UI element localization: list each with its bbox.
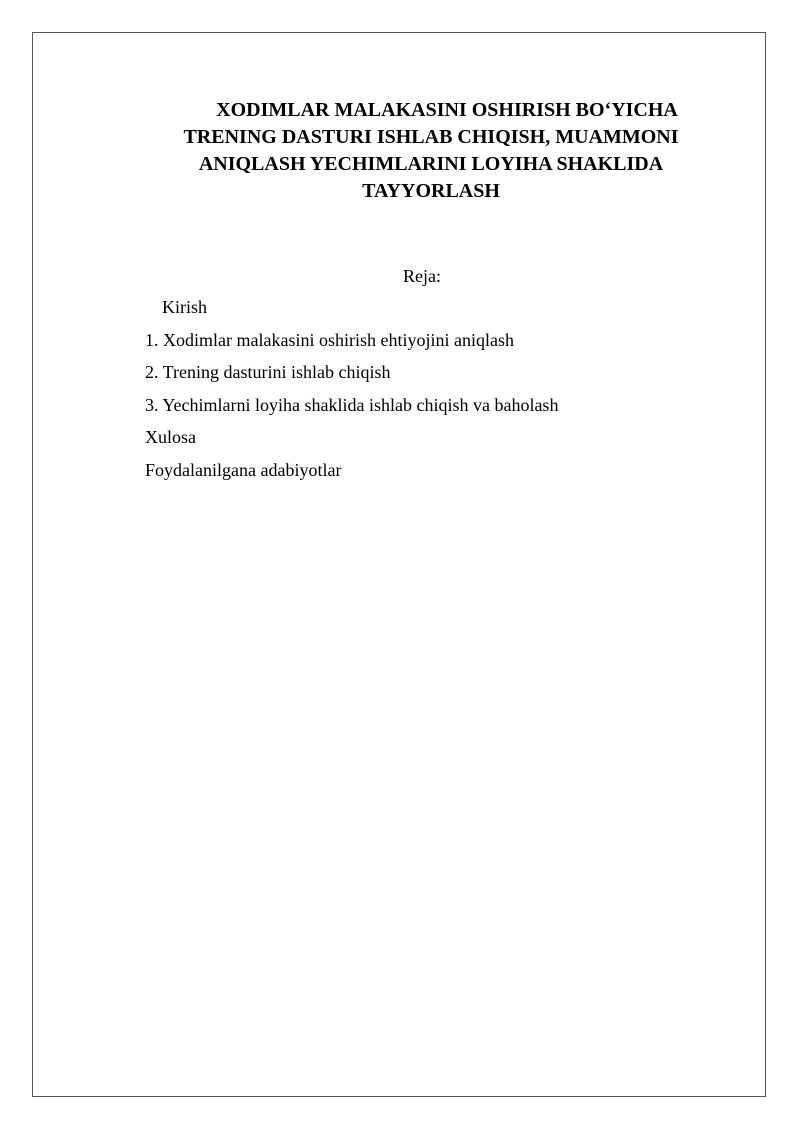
plan-item: 3. Yechimlarni loyiha shaklida ishlab chiqish va baholash (145, 394, 559, 415)
plan-item-introduction: Kirish (162, 297, 207, 317)
plan-item-references: Foydalanilgana adabiyotlar (145, 459, 342, 480)
document-page (32, 32, 766, 1097)
title-line: TRENING DASTURI ISHLAB CHIQISH, MUAMMONI (183, 126, 679, 148)
plan-list (145, 295, 705, 490)
document-title (161, 97, 701, 205)
plan-item-conclusion: Xulosa (145, 427, 196, 447)
title-line: ANIQLASH YECHIMLARINI LOYIHA SHAKLIDA (198, 153, 664, 175)
title-line: TAYYORLASH (362, 180, 500, 202)
title-line: XODIMLAR MALAKASINI OSHIRISH BO‘YICHA (216, 99, 678, 121)
plan-item: 1. Xodimlar malakasini oshirish ehtiyojini aniqlash (145, 329, 514, 350)
plan-heading: Reja: (403, 266, 441, 286)
plan-item: 2. Trening dasturini ishlab chiqish (145, 362, 391, 382)
